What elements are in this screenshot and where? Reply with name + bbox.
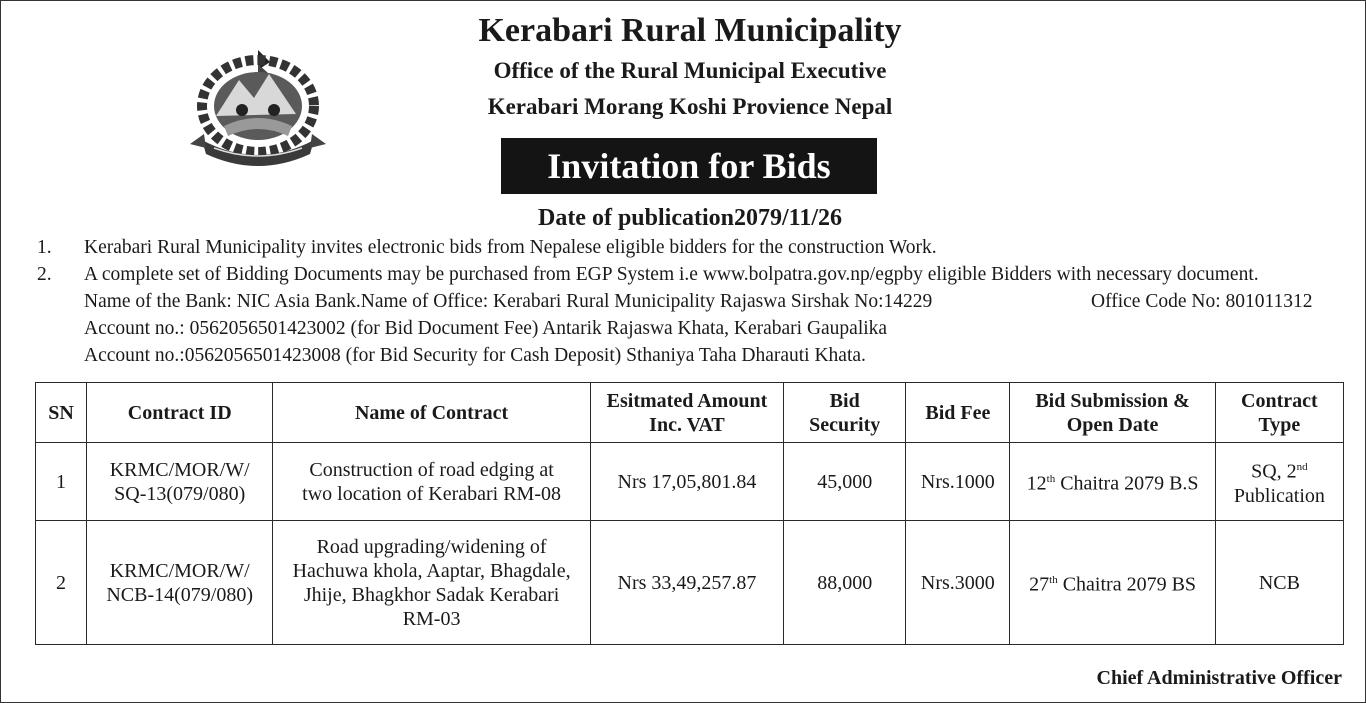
account-fee: Account no.: 0562056501423002 (for Bid Document Fee) Antarik Rajaswa Khata, Kerabari Gaupalika — [84, 318, 888, 339]
header-contract-id: Contract ID — [87, 383, 273, 443]
table-header-row — [36, 383, 1344, 443]
office-code: Office Code No: 801011312 — [1091, 291, 1313, 312]
cell-amount: Nrs 33,49,257.87 — [590, 521, 783, 645]
municipality-title: Kerabari Rural Municipality — [478, 12, 902, 49]
cell-security: 45,000 — [784, 443, 906, 521]
publication-label: Date of publication — [537, 205, 734, 231]
cell-contract-name: Construction of road edging at two location of Kerabari RM-08 — [273, 443, 590, 521]
header-bid-fee: Bid Fee — [906, 383, 1010, 443]
cell-submission-date: 12th Chaitra 2079 B.S — [1010, 443, 1215, 521]
address-subtitle: Kerabari Morang Koshi Provience Nepal — [487, 94, 893, 119]
account-security: Account no.:0562056501423008 (for Bid Security for Cash Deposit) Sthaniya Taha Dharauti Khata. — [84, 345, 866, 366]
cell-security: 88,000 — [784, 521, 906, 645]
cell-fee: Nrs.1000 — [906, 443, 1010, 521]
cell-contract-id: KRMC/MOR/W/ NCB-14(079/080) — [87, 521, 273, 645]
cell-submission-date: 27th Chaitra 2079 BS — [1010, 521, 1215, 645]
notice-item-text: A complete set of Bidding Documents may be purchased from EGP System i.e www.bolpatra.gov.np/egpby eligible Bidders with necessary document. — [84, 264, 1259, 285]
cell-fee: Nrs.3000 — [906, 521, 1010, 645]
cell-contract-type: SQ, 2nd Publication — [1215, 443, 1343, 521]
cell-contract-id: KRMC/MOR/W/ SQ-13(079/080) — [87, 443, 273, 521]
header-contract-type: Contract Type — [1215, 383, 1343, 443]
header-estimated-amount: Esitmated Amount Inc. VAT — [590, 383, 783, 443]
publication-date-line — [0, 205, 1366, 232]
header-sn: SN — [36, 383, 87, 443]
cell-sn: 1 — [36, 443, 87, 521]
publication-date: 2079/11/26 — [734, 205, 843, 231]
signature-title: Chief Administrative Officer — [1096, 667, 1342, 689]
bank-details: Name of the Bank: NIC Asia Bank.Name of Office: Kerabari Rural Municipality Rajaswa Sirshak No:14229 — [84, 291, 933, 312]
header-submission-date: Bid Submission & Open Date — [1010, 383, 1215, 443]
notice-item-text: Kerabari Rural Municipality invites electronic bids from Nepalese eligible bidders for the construction Work. — [84, 237, 937, 258]
item-number: 2. — [37, 264, 52, 285]
cell-sn: 2 — [36, 521, 87, 645]
cell-contract-type: NCB — [1215, 521, 1343, 645]
invitation-banner: Invitation for Bids — [501, 138, 877, 194]
table-row — [36, 521, 1344, 645]
cell-amount: Nrs 17,05,801.84 — [590, 443, 783, 521]
bids-table — [35, 382, 1344, 645]
header-bid-security: Bid Security — [784, 383, 906, 443]
item-number: 1. — [37, 237, 52, 258]
cell-contract-name: Road upgrading/widening of Hachuwa khola, Aaptar, Bhagdale, Jhije, Bhagkhor Sadak Kerabari RM-03 — [273, 521, 590, 645]
office-subtitle: Office of the Rural Municipal Executive — [493, 58, 887, 83]
header-contract-name: Name of Contract — [273, 383, 590, 443]
table-row — [36, 443, 1344, 521]
